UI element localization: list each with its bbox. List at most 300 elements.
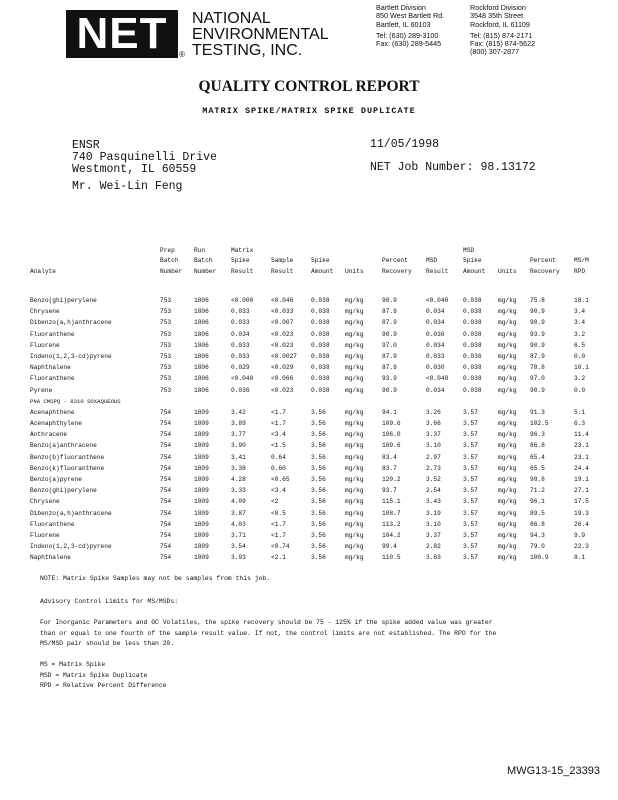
table-cell: 1809 <box>194 464 209 472</box>
table-cell: Fluoranthene <box>30 330 75 338</box>
table-cell: 754 <box>160 431 172 439</box>
table-cell: Acenaphthene <box>30 408 75 416</box>
table-cell: 3.57 <box>463 543 478 551</box>
table-cell: <0.023 <box>271 330 294 338</box>
table-cell: 753 <box>160 319 172 327</box>
table-cell: 102.5 <box>530 420 549 428</box>
table-cell: <0.0027 <box>271 352 297 360</box>
table-cell: 0.038 <box>463 341 482 349</box>
table-cell: <0.000 <box>231 297 254 304</box>
table-cell: 1809 <box>194 442 209 450</box>
table-cell: 754 <box>160 464 172 472</box>
table-cell: 4.28 <box>231 476 246 483</box>
table-cell: 3.56 <box>311 464 326 472</box>
column-header: MS/M <box>574 257 589 264</box>
table-cell: 98.8 <box>530 476 545 483</box>
table-cell: mg/kg <box>345 498 364 506</box>
table-cell: Benzo(ghi)perylene <box>30 487 97 495</box>
table-cell: 3.43 <box>426 498 441 506</box>
table-cell: 89.5 <box>530 509 545 517</box>
table-cell: 753 <box>160 330 172 338</box>
table-cell: mg/kg <box>498 408 517 416</box>
table-cell: 106.0 <box>382 431 401 439</box>
table-cell: 94.3 <box>530 531 545 539</box>
table-cell: 1806 <box>194 308 209 316</box>
table-cell: 3.56 <box>311 531 326 539</box>
table-row <box>30 385 610 396</box>
table-cell: 18.1 <box>574 297 589 304</box>
report-title: QUALITY CONTROL REPORT <box>198 78 420 95</box>
table-cell: 3.33 <box>231 487 246 495</box>
table-cell: Benzo(a)pyrene <box>30 476 82 483</box>
table-cell: 3.56 <box>311 554 326 562</box>
table-cell: Benzo(b)fluoranthene <box>30 453 105 461</box>
table-cell: mg/kg <box>345 420 364 428</box>
table-cell: 3.57 <box>463 476 478 483</box>
abbreviation-legend <box>40 660 167 692</box>
table-cell: mg/kg <box>345 330 364 338</box>
table-row <box>30 329 610 340</box>
table-cell: 9.9 <box>574 531 586 539</box>
address-line: Rockford, IL 61109 <box>470 19 530 29</box>
table-cell: 3.56 <box>311 520 326 528</box>
table-cell: 3.57 <box>463 509 478 517</box>
table-cell: 1806 <box>194 364 209 372</box>
table-cell: 83.7 <box>382 464 397 472</box>
table-cell: 71.2 <box>530 487 545 495</box>
company-line: TESTING, INC. <box>192 42 303 59</box>
table-cell: 1809 <box>194 498 209 506</box>
table-cell: mg/kg <box>345 319 364 327</box>
table-cell: 3.56 <box>311 476 326 483</box>
advisory-heading: Advisory Control Limits for MS/MSDs: <box>40 598 179 605</box>
table-cell: 94.1 <box>382 408 397 416</box>
table-cell: 754 <box>160 543 172 551</box>
table-cell: 3.57 <box>463 442 478 450</box>
table-cell: 1806 <box>194 386 209 394</box>
column-header: Spike <box>311 257 330 264</box>
column-header: Number <box>194 267 217 275</box>
table-cell: 3.56 <box>311 420 326 428</box>
customer-line: Westmont, IL 60559 <box>72 163 197 176</box>
table-cell: mg/kg <box>498 554 517 562</box>
table-cell: 0.036 <box>426 330 445 338</box>
table-cell: 26.4 <box>574 520 589 528</box>
table-cell: 86.8 <box>530 520 545 528</box>
table-cell: 3.37 <box>426 531 441 539</box>
table-cell: 0.038 <box>311 364 330 372</box>
table-cell: 11.4 <box>574 431 589 439</box>
table-cell: Naphthalene <box>30 554 71 562</box>
table-cell: 0.030 <box>426 364 445 372</box>
table-cell: 753 <box>160 341 172 349</box>
table-cell: 3.56 <box>311 431 326 439</box>
table-row <box>30 496 610 507</box>
table-cell: 90.9 <box>382 297 397 304</box>
table-cell: 754 <box>160 476 172 483</box>
table-cell: 0.038 <box>463 364 482 372</box>
table-cell: 754 <box>160 520 172 528</box>
company-line: ENVIRONMENTAL <box>192 26 329 43</box>
table-cell: mg/kg <box>498 364 517 372</box>
table-cell: mg/kg <box>498 464 517 472</box>
table-cell: 0.0 <box>574 386 586 394</box>
table-cell: 2.82 <box>426 543 441 551</box>
table-cell: 0.038 <box>311 341 330 349</box>
table-cell: 96.1 <box>530 498 545 506</box>
table-cell: 1806 <box>194 375 209 383</box>
table-cell: 3.10 <box>426 442 441 450</box>
address-line: Fax: (630) 289-5445 <box>376 39 442 49</box>
table-cell: 1809 <box>194 487 209 495</box>
column-header: Recovery <box>382 267 412 275</box>
legend-line: RPD = Relative Percent Difference <box>40 682 167 689</box>
table-cell: 115.1 <box>382 498 401 506</box>
table-cell: 3.4 <box>574 319 586 327</box>
table-cell: 3.19 <box>426 509 441 517</box>
table-cell: 3.41 <box>231 453 246 461</box>
table-row <box>30 463 610 474</box>
table-cell: 65.5 <box>530 464 545 472</box>
table-cell: <1.7 <box>271 520 286 528</box>
table-cell: 0.033 <box>231 341 250 349</box>
table-cell: 27.1 <box>574 487 589 495</box>
column-header: Amount <box>311 267 334 275</box>
table-cell: 3.56 <box>311 509 326 517</box>
address-line: 850 West Bartlett Rd. <box>376 11 445 21</box>
table-cell: 1806 <box>194 297 209 304</box>
table-cell: 754 <box>160 487 172 495</box>
table-cell: mg/kg <box>498 352 517 360</box>
column-header: Result <box>426 267 449 275</box>
table-cell: 2.54 <box>426 487 441 495</box>
table-cell: 22.3 <box>574 543 589 551</box>
table-cell: mg/kg <box>345 487 364 495</box>
table-cell: <0.033 <box>271 308 294 316</box>
table-cell: mg/kg <box>345 308 364 316</box>
table-cell: 753 <box>160 386 172 394</box>
table-cell: 109.6 <box>382 420 401 428</box>
table-cell: 0.60 <box>271 464 286 472</box>
table-cell: 90.9 <box>382 386 397 394</box>
table-cell: Acenaphthylene <box>30 420 82 428</box>
table-cell: Fluoranthene <box>30 375 75 383</box>
table-cell: 754 <box>160 554 172 562</box>
table-cell: 1806 <box>194 319 209 327</box>
column-header: Units <box>345 267 364 275</box>
address-line: Tel: (815) 874-2171 <box>470 30 533 40</box>
table-cell: 17.5 <box>574 498 589 506</box>
table-cell: 97.0 <box>530 375 545 383</box>
table-cell: 754 <box>160 453 172 461</box>
table-cell: mg/kg <box>498 509 517 517</box>
table-cell: 3.56 <box>311 487 326 495</box>
table-cell: 0.038 <box>311 352 330 360</box>
address-line: (800) 307-2877 <box>470 47 520 57</box>
table-cell: 108.7 <box>382 509 401 517</box>
legend-line: MSD = Matrix Spike Duplicate <box>40 671 148 679</box>
table-row <box>30 306 610 317</box>
table-cell: 19.3 <box>574 509 589 517</box>
table-cell: 1809 <box>194 476 209 483</box>
table-cell: 3.56 <box>311 442 326 450</box>
column-header: Analyte <box>30 267 56 275</box>
table-cell: <3.4 <box>271 431 286 439</box>
table-cell: mg/kg <box>498 453 517 461</box>
table-cell: 120.2 <box>382 476 401 483</box>
address-line: 3548 35th Street <box>470 11 524 21</box>
table-cell: 1809 <box>194 431 209 439</box>
column-header: Matrix <box>231 246 254 254</box>
table-cell: mg/kg <box>498 308 517 316</box>
table-cell: 90.9 <box>530 319 545 327</box>
advisory-text <box>40 618 610 650</box>
table-cell: mg/kg <box>498 330 517 338</box>
table-cell: 3.4 <box>574 308 586 316</box>
table-cell: 90.9 <box>530 386 545 394</box>
table-row <box>30 541 610 552</box>
table-cell: 93.7 <box>382 487 397 495</box>
table-cell: 87.9 <box>382 364 397 372</box>
table-cell: 83.4 <box>382 453 397 461</box>
table-cell: 3.54 <box>231 543 246 551</box>
table-cell: Benzo(k)fluoranthene <box>30 464 105 472</box>
table-cell: 0.038 <box>463 330 482 338</box>
table-cell: 6.3 <box>574 420 586 428</box>
table-cell: 3.93 <box>231 554 246 562</box>
column-header: Batch <box>160 257 179 264</box>
table-cell: 87.9 <box>530 352 545 360</box>
column-header: Number <box>160 267 183 275</box>
table-cell: 93.9 <box>382 375 397 383</box>
address-line: Tel: (630) 289-3100 <box>376 30 439 40</box>
table-cell: 3.56 <box>311 543 326 551</box>
table-cell: <0.066 <box>271 375 294 383</box>
table-header <box>30 235 610 279</box>
registered-mark: ® <box>179 50 185 59</box>
table-cell: 0.038 <box>311 386 330 394</box>
address-line: Rockford Division <box>470 3 526 12</box>
table-cell: mg/kg <box>345 364 364 372</box>
table-cell: <0.040 <box>426 375 449 383</box>
table-row <box>30 418 610 429</box>
table-cell: 1809 <box>194 420 209 428</box>
table-cell: 0.034 <box>426 386 445 394</box>
table-cell: 3.66 <box>426 420 441 428</box>
table-cell: 1809 <box>194 453 209 461</box>
table-cell: 87.9 <box>382 352 397 360</box>
table-cell: 79.0 <box>530 543 545 551</box>
table-cell: 8.1 <box>574 554 586 562</box>
table-cell: 0.0 <box>574 352 586 360</box>
attention-line: Mr. Wei-Lin Feng <box>72 180 183 193</box>
table-cell: 4.03 <box>231 520 246 528</box>
table-cell: 97.0 <box>382 341 397 349</box>
table-cell: 0.038 <box>311 319 330 327</box>
table-cell: 3.52 <box>426 476 441 483</box>
table-cell: 3.56 <box>311 498 326 506</box>
table-cell: mg/kg <box>498 476 517 483</box>
table-cell: 0.029 <box>231 364 250 372</box>
column-header: Amount <box>463 267 486 275</box>
table-cell: 87.9 <box>382 308 397 316</box>
table-cell: <0.5 <box>271 509 286 517</box>
table-cell: mg/kg <box>498 520 517 528</box>
table-cell: 0.038 <box>463 297 482 304</box>
table-cell: 109.6 <box>382 442 401 450</box>
table-row <box>30 530 610 541</box>
table-cell: 3.63 <box>426 554 441 562</box>
table-cell: <0.023 <box>271 386 294 394</box>
table-cell: 0.038 <box>311 308 330 316</box>
table-cell: 104.2 <box>382 531 401 539</box>
table-cell: mg/kg <box>345 531 364 539</box>
address-line: Bartlett, IL 60103 <box>376 19 431 29</box>
table-row <box>30 440 610 451</box>
legend-line: MS = Matrix Spike <box>40 661 106 668</box>
table-cell: mg/kg <box>345 297 364 304</box>
table-row <box>30 340 610 351</box>
table-cell: mg/kg <box>498 420 517 428</box>
table-row <box>30 351 610 362</box>
table-cell: 754 <box>160 509 172 517</box>
table-cell: mg/kg <box>498 319 517 327</box>
table-cell: <0.74 <box>271 543 290 551</box>
table-cell: mg/kg <box>345 352 364 360</box>
table-cell: 3.57 <box>463 554 478 562</box>
table-cell: 3.2 <box>574 375 586 383</box>
table-row <box>30 474 610 485</box>
table-cell: 3.57 <box>463 487 478 495</box>
table-cell: <3.4 <box>271 487 286 495</box>
table-cell: 0.038 <box>463 386 482 394</box>
qc-table-body <box>30 295 610 564</box>
table-cell: 93.9 <box>530 330 545 338</box>
table-cell: 2.97 <box>426 453 441 461</box>
table-cell: 24.4 <box>574 464 589 472</box>
table-cell: 753 <box>160 297 172 304</box>
table-cell: 90.9 <box>530 341 545 349</box>
table-cell: 3.37 <box>426 431 441 439</box>
table-cell: 1806 <box>194 330 209 338</box>
table-cell: <1.5 <box>271 442 286 450</box>
table-cell: 113.2 <box>382 520 401 528</box>
advisory-line: For Inorganic Parameters and GC Volatiles, the spike recovery should be 75 - 125% if the spike added value was greater <box>40 619 493 626</box>
table-cell: 3.56 <box>311 408 326 416</box>
table-cell: mg/kg <box>345 386 364 394</box>
table-cell: 19.1 <box>574 476 589 483</box>
table-cell: 86.8 <box>530 442 545 450</box>
table-cell: mg/kg <box>498 487 517 495</box>
table-cell: mg/kg <box>498 375 517 383</box>
table-cell: 754 <box>160 531 172 539</box>
table-cell: 0.038 <box>463 319 482 327</box>
table-cell: Naphthalene <box>30 364 71 372</box>
table-cell: 65.4 <box>530 453 545 461</box>
table-cell: 0.038 <box>311 297 330 304</box>
table-cell: 3.57 <box>463 408 478 416</box>
table-cell: mg/kg <box>345 408 364 416</box>
table-cell: 110.5 <box>382 554 401 562</box>
table-cell: 1806 <box>194 341 209 349</box>
table-row <box>30 373 610 384</box>
table-cell: Chrysene <box>30 498 60 506</box>
table-cell: 90.9 <box>530 308 545 316</box>
table-cell: 3.2 <box>574 330 586 338</box>
address-line: Bartlett Division <box>376 3 426 12</box>
table-cell: Benzo(a)anthracene <box>30 442 97 450</box>
table-cell: mg/kg <box>345 431 364 439</box>
table-cell: mg/kg <box>498 442 517 450</box>
table-cell: 100.9 <box>530 554 549 562</box>
table-cell: 0.033 <box>426 352 445 360</box>
table-cell: 23.1 <box>574 442 589 450</box>
table-cell: 0.033 <box>231 319 250 327</box>
table-cell: Pyrene <box>30 386 53 394</box>
table-cell: 1806 <box>194 352 209 360</box>
table-cell: Fluorene <box>30 531 60 539</box>
table-cell: 0.033 <box>231 352 250 360</box>
table-cell: 3.71 <box>231 531 246 539</box>
table-cell: 3.89 <box>231 420 246 428</box>
company-line: NATIONAL <box>192 10 271 27</box>
table-cell: 99.4 <box>382 543 397 551</box>
table-row <box>30 362 610 373</box>
table-row <box>30 508 610 519</box>
column-header: Prep <box>160 246 175 254</box>
table-cell: 3.57 <box>463 431 478 439</box>
table-cell: 23.1 <box>574 453 589 461</box>
column-header: Result <box>271 267 294 275</box>
table-cell: 0.033 <box>231 308 250 316</box>
table-cell: 96.3 <box>530 431 545 439</box>
table-row <box>30 407 610 418</box>
bartlett-division-address <box>376 4 444 48</box>
table-cell: 6.5 <box>574 341 586 349</box>
column-header: MSD <box>426 257 438 264</box>
table-cell: 1809 <box>194 543 209 551</box>
table-cell: 0.036 <box>463 352 482 360</box>
table-cell: Dibenzo(a,h)anthracene <box>30 319 112 327</box>
table-cell: 78.8 <box>530 364 545 372</box>
table-cell: 3.38 <box>231 464 246 472</box>
table-cell: <0.007 <box>271 319 294 327</box>
table-cell: mg/kg <box>345 476 364 483</box>
table-cell: Fluorene <box>30 341 60 349</box>
table-cell: Dibenzo(a,h)anthracene <box>30 509 112 517</box>
table-cell: 0.038 <box>311 330 330 338</box>
table-cell: 3.87 <box>231 509 246 517</box>
table-cell: 754 <box>160 420 172 428</box>
document-id: MWG13-15_23393 <box>507 765 600 777</box>
table-row <box>30 552 610 563</box>
table-cell: 3.57 <box>463 531 478 539</box>
table-cell: 10.1 <box>574 364 589 372</box>
column-header: Run <box>194 246 206 254</box>
table-cell: <0.023 <box>271 341 294 349</box>
table-cell: <2 <box>271 498 279 506</box>
report-subtitle: MATRIX SPIKE/MATRIX SPIKE DUPLICATE <box>202 106 416 116</box>
table-cell: mg/kg <box>345 554 364 562</box>
table-cell: <0.040 <box>426 297 449 304</box>
table-cell: 3.10 <box>426 520 441 528</box>
column-header: Units <box>498 267 517 275</box>
table-cell: 3.57 <box>463 520 478 528</box>
table-cell: 1809 <box>194 531 209 539</box>
table-cell: 87.9 <box>382 319 397 327</box>
table-cell: mg/kg <box>498 431 517 439</box>
table-row <box>30 429 610 440</box>
